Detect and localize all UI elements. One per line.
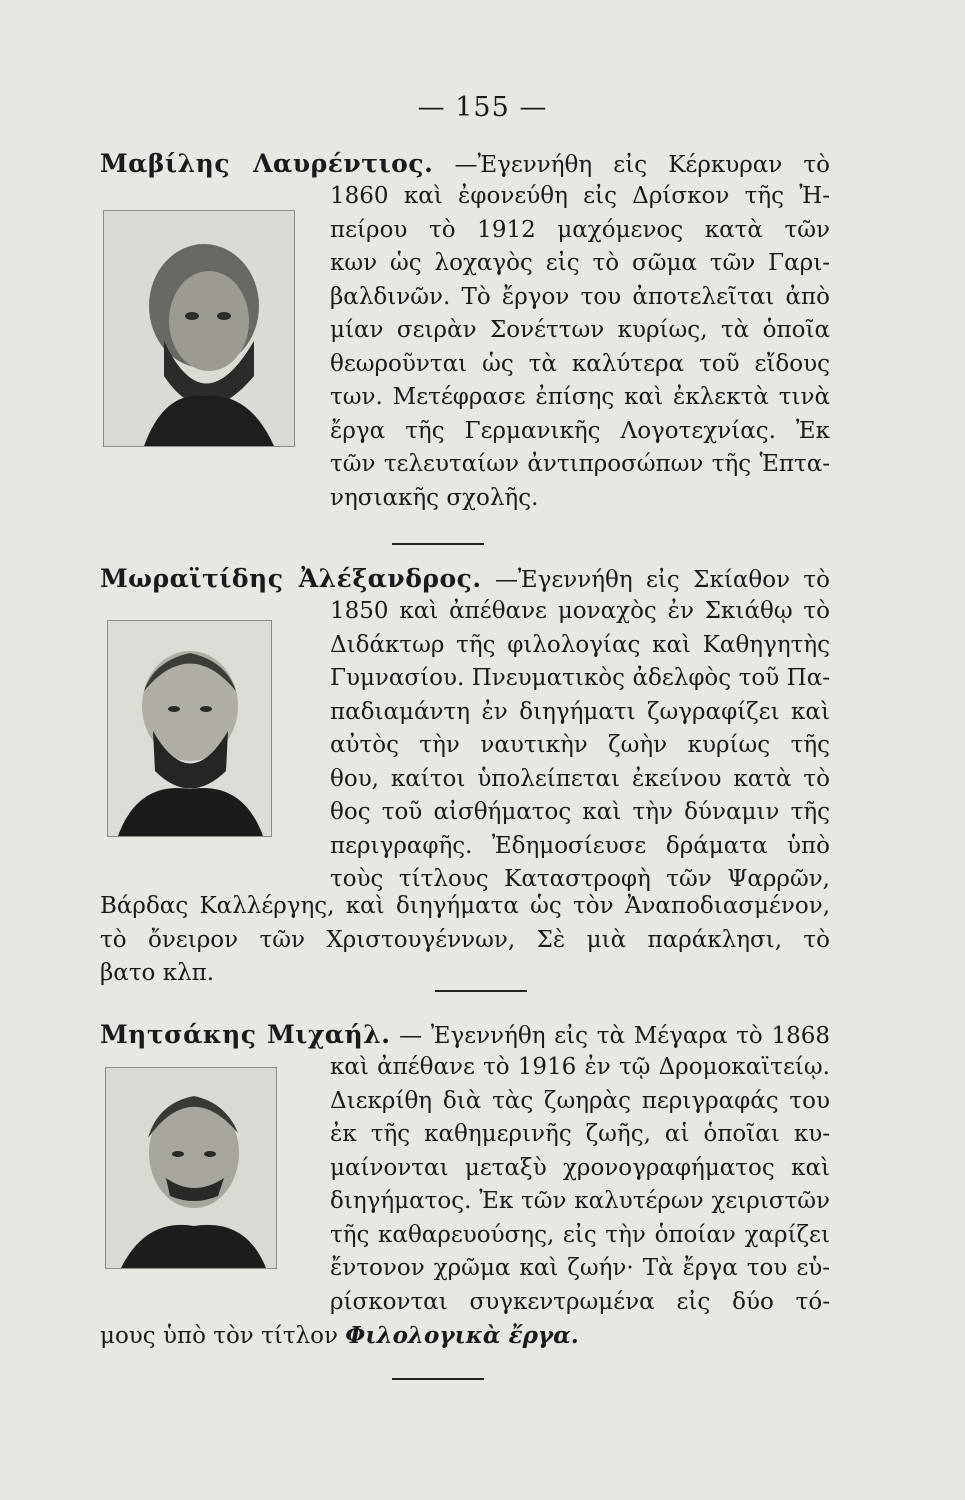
portrait-illustration	[108, 621, 271, 836]
entry-text-line: καὶ ἀπέθανε τὸ 1916 ἐν τῷ Δρομοκαϊτείῳ.	[330, 1054, 830, 1080]
entry-text-line: ρίσκονται συγκεντρωμένα εἰς δύο τό-	[330, 1288, 830, 1315]
page-number: — 155 —	[417, 92, 548, 123]
entry-text-line: θου, καίτοι ὑπολείπεται ἐκείνου κατὰ τὸ	[330, 765, 830, 792]
entry-text-line: 1860 καὶ ἐφονεύθη εἰς Δρίσκον τῆς Ἠ-	[330, 183, 830, 209]
entry-name: Μητσάκης Μιχαήλ.	[100, 1020, 391, 1049]
entry-text-line: θος τοῦ αἰσθήματος καὶ τὴν δύναμιν τῆς	[330, 799, 830, 825]
entry-text-line: βαλδινῶν. Τὸ ἔργον του ἀποτελεῖται ἀπὸ	[330, 283, 830, 310]
entry-text-line: περιγραφῆς. Ἐδημοσίευσε δράματα ὑπὸ	[330, 832, 830, 859]
entry-text-line: ἔργα τῆς Γερμανικῆς Λογοτεχνίας. Ἐκ	[330, 417, 830, 444]
section-divider	[392, 1378, 484, 1380]
portrait-photo-mitsakis	[105, 1067, 277, 1269]
entry-text-line: ἔντονον χρῶμα καὶ ζωήν· Τὰ ἔργα του εὑ-	[330, 1255, 830, 1281]
section-divider	[392, 543, 484, 545]
entry-text-line: πείρου τὸ 1912 μαχόμενος κατὰ τῶν	[330, 216, 830, 243]
portrait-illustration	[104, 211, 294, 446]
entry-mavilis	[100, 147, 830, 181]
entry-text-line	[100, 1319, 830, 1353]
work-title: Φιλολογικὰ ἔργα.	[345, 1322, 579, 1349]
entry-text-line: παδιαμάντη ἐν διηγήματι ζωγραφίζει καὶ	[330, 698, 830, 725]
entry-text-line: Γυμνασίου. Πνευματικὸς ἀδελφὸς τοῦ Πα-	[330, 665, 830, 691]
entry-text-line: κων ὡς λοχαγὸς εἰς τὸ σῶμα τῶν Γαρι-	[330, 250, 830, 276]
entry-name: Μωραϊτίδης Ἀλέξανδρος.	[100, 564, 482, 593]
entry-text-line: 1850 καὶ ἀπέθανε μοναχὸς ἐν Σκιάθῳ τὸ	[330, 598, 830, 624]
entry-moraitidis-body	[330, 595, 830, 897]
entry-heading-line	[100, 562, 830, 596]
entry-text-line: των. Μετέφρασε ἐπίσης καὶ ἐκλεκτὰ τινὰ	[330, 384, 830, 410]
entry-text-line: τῆς καθαρευούσης, εἰς τὴν ὁποίαν χαρίζει	[330, 1221, 830, 1248]
entry-text-line: μίαν σειρὰν Σονέττων κυρίως, τὰ ὁποῖα	[330, 317, 830, 343]
portrait-photo-mavilis	[103, 210, 295, 447]
entry-heading-line	[100, 1018, 830, 1052]
portrait-photo-moraitidis	[107, 620, 272, 837]
entry-text-line: μαίνονται μεταξὺ χρονογραφήματος καὶ	[330, 1154, 830, 1181]
entry-text-line: Διεκρίθη διὰ τὰς ζωηρὰς περιγραφάς του	[330, 1087, 830, 1114]
entry-mitsakis-body	[330, 1051, 830, 1319]
entry-heading-line	[100, 147, 830, 181]
section-divider	[435, 990, 527, 992]
entry-mavilis-body	[330, 180, 830, 515]
entry-moraitidis-tail	[100, 890, 830, 991]
entry-text-line: — Ἐγεννήθη εἰς τὰ Μέγαρα τὸ 1868	[399, 1023, 830, 1049]
entry-text-line: βατο κλπ.	[100, 960, 215, 986]
entry-moraitidis	[100, 562, 830, 596]
entry-name: Μαβίλης Λαυρέντιος.	[100, 149, 434, 178]
entry-text-line: τῶν τελευταίων ἀντιπροσώπων τῆς Ἑπτα-	[330, 451, 830, 477]
entry-text-line: —Ἐγεννήθη εἰς Σκίαθον τὸ	[494, 567, 830, 593]
entry-mitsakis-tail	[100, 1319, 830, 1353]
entry-mitsakis	[100, 1018, 830, 1052]
entry-text-line: μους ὑπὸ τὸν τίτλον	[100, 1323, 338, 1349]
entry-text-line: τὸ ὄνειρον τῶν Χριστουγέννων, Σὲ μιὰ παράκλησι, τὸ	[100, 926, 830, 953]
entry-text-line: νησιακῆς σχολῆς.	[330, 484, 539, 511]
entry-text-line: θεωροῦνται ὡς τὰ καλύτερα τοῦ εἴδους	[330, 350, 830, 377]
entry-text-line: —Ἐγεννήθη εἰς Κέρκυραν τὸ	[454, 152, 830, 178]
entry-text-line: Διδάκτωρ τῆς φιλολογίας καὶ Καθηγητὴς	[330, 631, 830, 658]
entry-text-line: Βάρδας Καλλέργης, καὶ διηγήματα ὡς τὸν Ἀναποδιασμένον,	[100, 893, 830, 919]
entry-text-line: ἐκ τῆς καθημερινῆς ζωῆς, αἱ ὁποῖαι κυ-	[330, 1121, 830, 1147]
entry-text-line: αὐτὸς τὴν ναυτικὴν ζωὴν κυρίως τῆς	[330, 732, 830, 758]
portrait-illustration	[106, 1068, 276, 1268]
entry-text-line: διηγήματος. Ἐκ τῶν καλυτέρων χειριστῶν	[330, 1188, 830, 1214]
entry-text-line: τοὺς τίτλους Καταστροφὴ τῶν Ψαρρῶν,	[330, 866, 830, 892]
